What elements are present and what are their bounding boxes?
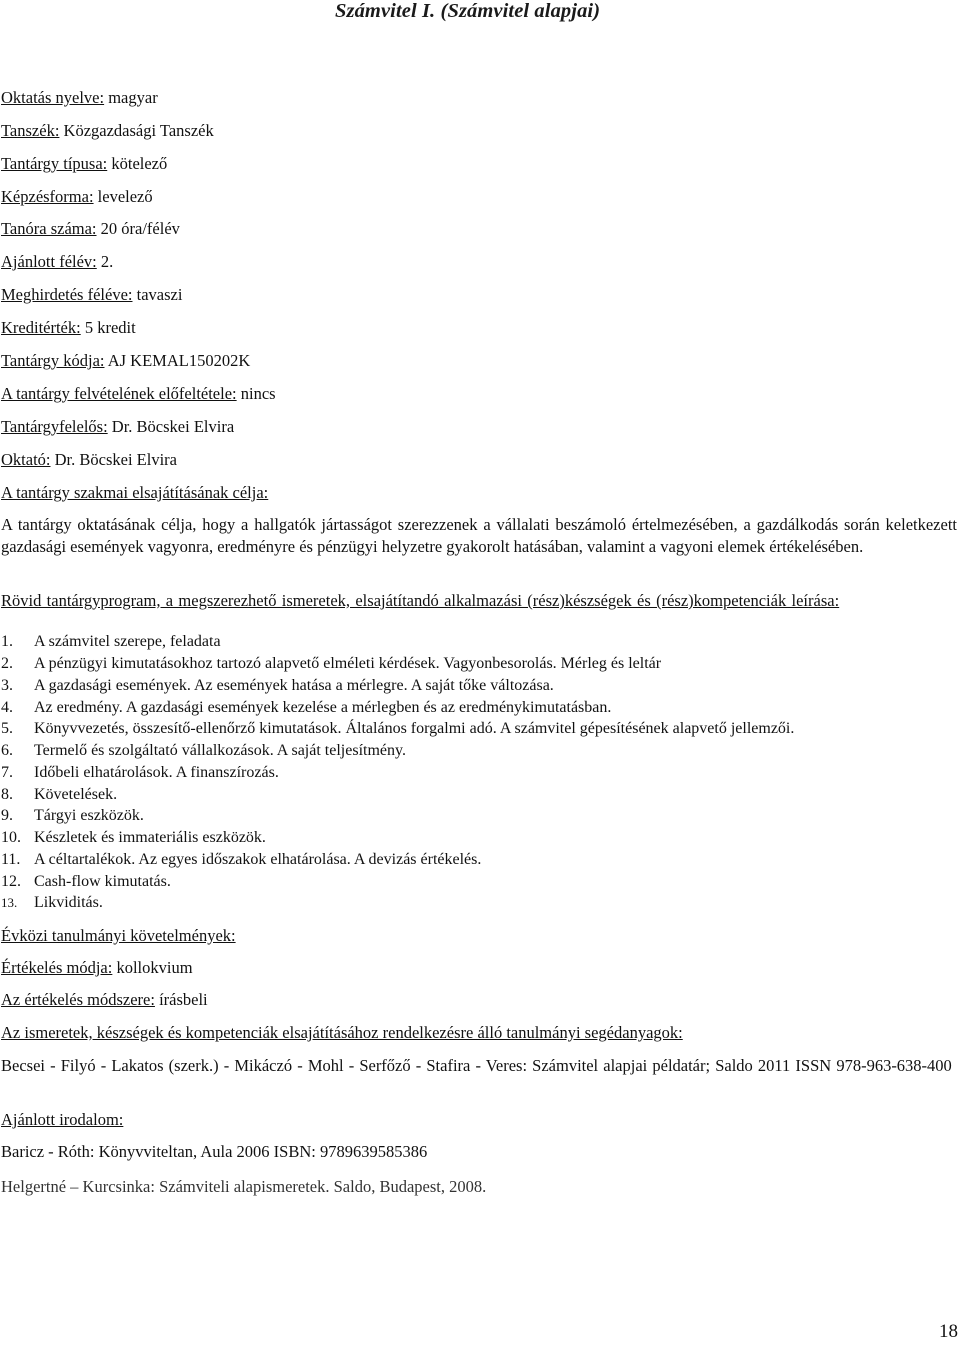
- program-item: [1, 655, 661, 673]
- evaluation-method-value: írásbeli: [154, 990, 208, 1009]
- program-item: [1, 699, 611, 717]
- program-item: [1, 829, 266, 847]
- program-item-text: Követelések.: [34, 786, 118, 803]
- program-item-text: Könyvvezetés, összesítő-ellenőrző kimutatások. Általános forgalmi adó. A számvitel gépesítésének alapvető jellemzői.: [34, 720, 795, 737]
- program-item-text: Cash-flow kimutatás.: [34, 873, 171, 890]
- meta-value: kötelező: [107, 154, 168, 173]
- program-item-text: Termelő és szolgáltató vállalkozások. A saját teljesítmény.: [34, 742, 406, 759]
- materials-text: Becsei - Filyó - Lakatos (szerk.) - Mikáczó - Mohl - Serfőző - Stafira - Veres: Számvitel alapjai példatár; Saldo 2011 ISSN 978-963-638-400: [1, 1056, 952, 1075]
- meta-label: Tantárgy típusa:: [1, 154, 108, 173]
- literature-item: Baricz - Róth: Könyvviteltan, Aula 2006 ISBN: 9789639585386: [1, 1142, 428, 1161]
- program-item-number: 2.: [1, 655, 13, 672]
- requirements-heading: Évközi tanulmányi követelmények:: [1, 926, 236, 945]
- evaluation-method: [1, 990, 208, 1010]
- program-item: [1, 786, 117, 804]
- meta-recommended-semester: [1, 252, 113, 272]
- meta-class-hours: [1, 219, 180, 239]
- program-item: [1, 894, 103, 912]
- program-item-number: 4.: [1, 699, 13, 716]
- meta-value: 5 kredit: [80, 318, 136, 337]
- program-item-number: 10.: [1, 829, 21, 846]
- program-item-text: A pénzügyi kimutatásokhoz tartozó alapvető elméleti kérdések. Vagyonbesorolás. Mérleg és leltár: [34, 655, 662, 672]
- program-item-text: A számvitel szerepe, feladata: [34, 633, 221, 650]
- meta-department: [1, 121, 214, 141]
- page-number: 18: [939, 1321, 958, 1342]
- meta-label: Ajánlott félév:: [1, 252, 97, 271]
- meta-label: A tantárgy felvételének előfeltétele:: [1, 384, 237, 403]
- meta-label: Képzésforma:: [1, 187, 94, 206]
- program-item: [1, 633, 221, 651]
- meta-value: Dr. Böcskei Elvira: [107, 417, 235, 436]
- program-item: [1, 764, 279, 782]
- meta-value: 2.: [96, 252, 114, 271]
- meta-value: 20 óra/félév: [96, 219, 180, 238]
- meta-course-code: [1, 351, 250, 371]
- meta-value: levelező: [93, 187, 153, 206]
- evaluation-method-label: Az értékelés módszere:: [1, 990, 155, 1009]
- meta-responsible: [1, 417, 234, 437]
- meta-label: Oktatás nyelve:: [1, 88, 105, 107]
- program-heading: Rövid tantárgyprogram, a megszerezhető ismeretek, elsajátítandó alkalmazási (rész)készségek és (rész)kompetenciák leírása:: [1, 591, 840, 610]
- program-item: [1, 873, 171, 891]
- materials-heading: Az ismeretek, készségek és kompetenciák elsajátításához rendelkezésre álló tanulmányi segédanyagok:: [1, 1023, 683, 1042]
- program-item: [1, 807, 144, 825]
- meta-value: nincs: [236, 384, 276, 403]
- goal-heading: A tantárgy szakmai elsajátításának célja:: [1, 483, 269, 502]
- meta-label: Kreditérték:: [1, 318, 81, 337]
- program-item-text: A céltartalékok. Az egyes időszakok elhatárolása. A devizás értékelés.: [34, 851, 482, 868]
- literature-item: Helgertné – Kurcsinka: Számviteli alapismeretek. Saldo, Budapest, 2008.: [1, 1177, 487, 1196]
- meta-value: AJ KEMAL150202K: [104, 351, 251, 370]
- program-item-text: Készletek és immateriális eszközök.: [34, 829, 266, 846]
- meta-label: Tanóra száma:: [1, 219, 97, 238]
- program-item-number: 7.: [1, 764, 13, 781]
- program-item-text: A gazdasági események. Az események hatása a mérlegre. A saját tőke változása.: [34, 677, 554, 694]
- meta-value: tavaszi: [132, 285, 183, 304]
- meta-value: magyar: [104, 88, 158, 107]
- meta-label: Meghirdetés féléve:: [1, 285, 133, 304]
- program-item-number: 6.: [1, 742, 13, 759]
- evaluation-form-value: kollokvium: [112, 958, 193, 977]
- page-title: Számvitel I. (Számvitel alapjai): [335, 0, 601, 22]
- program-item-number: 9.: [1, 807, 13, 824]
- meta-label: Tantárgy kódja:: [1, 351, 105, 370]
- program-item-number: 8.: [1, 786, 13, 803]
- meta-value: Dr. Böcskei Elvira: [50, 450, 177, 469]
- program-item-text: Az eredmény. A gazdasági események kezelése a mérlegben és az eredménykimutatásban.: [34, 699, 612, 716]
- goal-text: A tantárgy oktatásának célja, hogy a hallgatók jártasságot szerezzenek a vállalati beszámoló értelmezésében, a gazdálkodás során keletkezett gazdasági események vagyonra, eredményre és pénzügyi helyzetre gyakorolt hatásában, valamint a vagyoni elemek értékelésében.: [1, 515, 957, 556]
- program-item: [1, 720, 794, 738]
- meta-label: Tantárgyfelelős:: [1, 417, 108, 436]
- meta-instructor: [1, 450, 177, 470]
- program-item: [1, 851, 481, 869]
- evaluation-form: [1, 958, 193, 978]
- program-item-number: 5.: [1, 720, 13, 737]
- meta-language: [1, 88, 158, 108]
- meta-value: Közgazdasági Tanszék: [59, 121, 214, 140]
- program-item: [1, 677, 554, 695]
- meta-course-type: [1, 154, 167, 174]
- meta-label: Tanszék:: [1, 121, 60, 140]
- program-item-text: Időbeli elhatárolások. A finanszírozás.: [34, 764, 279, 781]
- program-item-number: 13.: [1, 895, 18, 910]
- literature-heading: Ajánlott irodalom:: [1, 1110, 124, 1129]
- meta-credits: [1, 318, 136, 338]
- program-item-number: 3.: [1, 677, 13, 694]
- program-item-text: Tárgyi eszközök.: [34, 807, 144, 824]
- program-item-number: 11.: [1, 851, 21, 868]
- meta-training-form: [1, 187, 153, 207]
- program-item-number: 1.: [1, 633, 13, 650]
- meta-label: Oktató:: [1, 450, 51, 469]
- program-item-text: Likviditás.: [34, 894, 103, 911]
- meta-announced-semester: [1, 285, 182, 305]
- evaluation-form-label: Értékelés módja:: [1, 958, 113, 977]
- program-item-number: 12.: [1, 873, 21, 890]
- program-item: [1, 742, 406, 760]
- meta-prerequisite: [1, 384, 276, 404]
